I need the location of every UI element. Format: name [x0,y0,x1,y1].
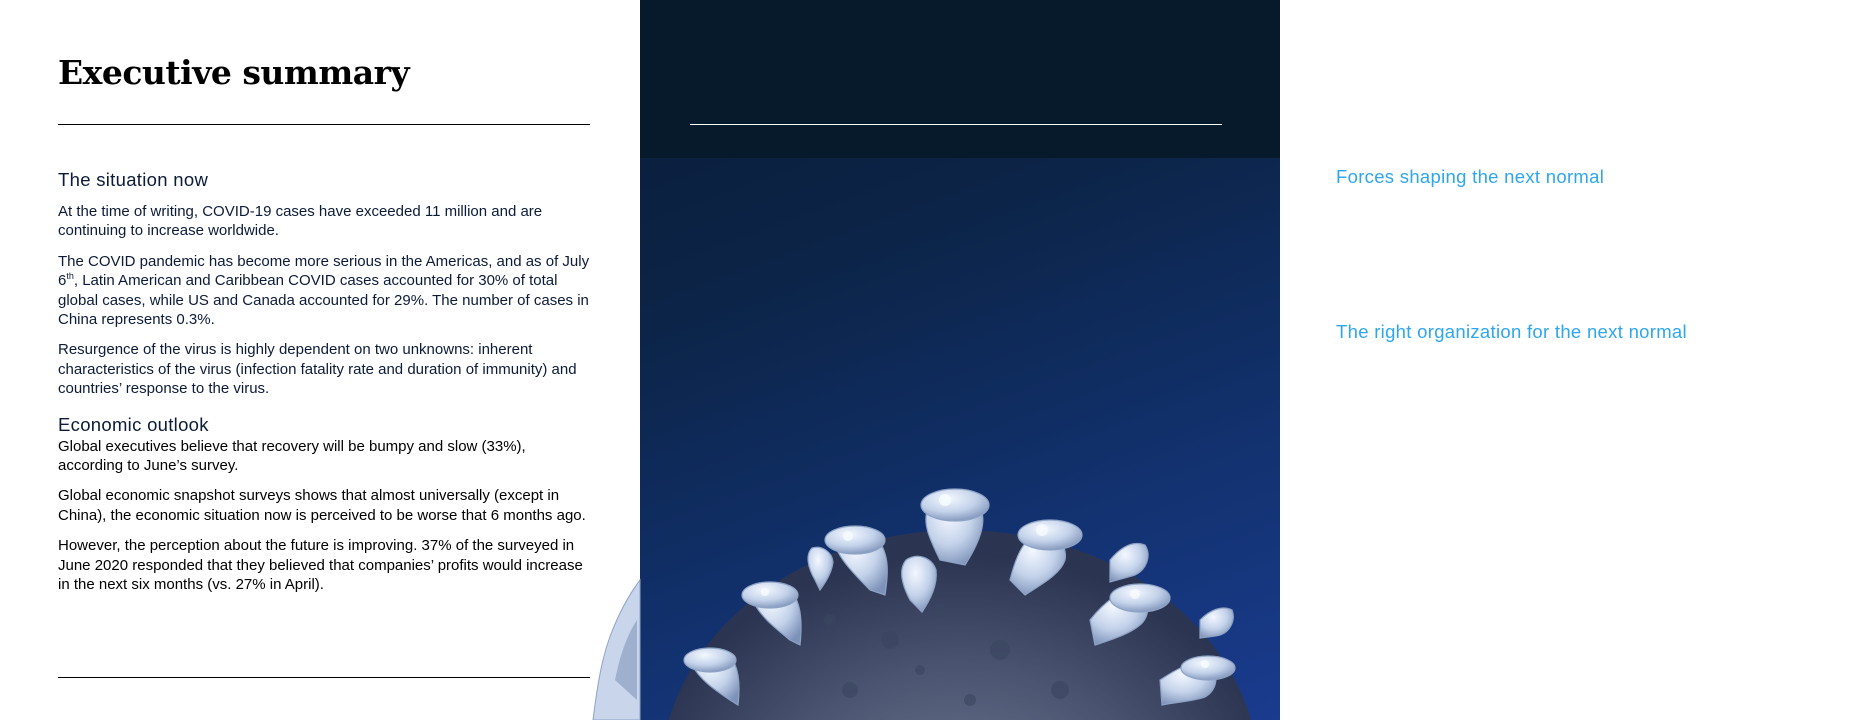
situation-paragraph-2-start: The COVID pandemic has become more serious in the Americas, and as of July 6 [58,252,590,290]
economic-paragraph-2: Global economic snapshot surveys shows that almost universally (except in China), the economic situation now is perceived to be worse that 6 months ago. [58,487,586,524]
forces-paragraph-1: The five forces shaping the next normal are: metamorphosis of demand, altered workforce, changes in resiliency expectations, regulatory uncertainty and evolution of the virus. [1336,201,1840,257]
left-column [58,168,592,606]
organization-paragraph-1: Success is possible – for example, a manufacturing company was able to function at 90% of capacity with 40% of the personnel. [1336,355,1823,392]
organization-heading: The right organization for the next normal [1336,321,1687,343]
left-panel [0,0,640,720]
economic-paragraph-1: Global executives believe that recovery will be bumpy and slow (33%), according to June’s survey. [58,437,526,475]
situation-paragraph-2-end: , Latin American and Caribbean COVID cases accounted for 30% of total global cases, while US and Canada accounted for 29%. The number of cases in China represents 0.3%. [58,272,589,329]
situation-heading: The situation now [58,169,209,190]
situation-paragraph-1: At the time of writing, COVID-19 cases have exceeded 11 million and are continuing to increase worldwide. [58,203,543,240]
bottom-divider [58,677,590,678]
virus-spike-icon [585,560,645,720]
page-title: Executive summary [58,53,410,92]
ordinal-suffix: th [66,271,74,282]
situation-paragraph-2 [58,252,592,330]
right-column [1336,165,1862,469]
forces-paragraph-2: It is vital for companies to understand and explicitly address these forces in order to navigate the next normal effectively. [1336,270,1834,307]
forces-heading: Forces shaping the next normal [1336,166,1605,187]
coronavirus-illustration-icon [640,0,1280,720]
economic-paragraph-3: However, the perception about the future is improving. 37% of the surveyed in June 2020 responded that they believed that companies’ profits would increase in the next six months (vs. 27% in April). [58,537,583,594]
economic-heading: Economic outlook [58,413,209,435]
right-panel [640,0,1840,720]
situation-paragraph-3: Resurgence of the virus is highly dependent on two unknowns: inherent characteristics of the virus (infection fatality rate and duration of immunity) and countries’ response to the virus. [58,341,577,398]
top-divider [58,124,590,125]
organization-paragraph-2: Other organizations can also be successful by adapting fast to the new circumstances. Key practices are: rewire ways of working, reimagine organizational structure, readapt talent. [1336,400,1806,457]
